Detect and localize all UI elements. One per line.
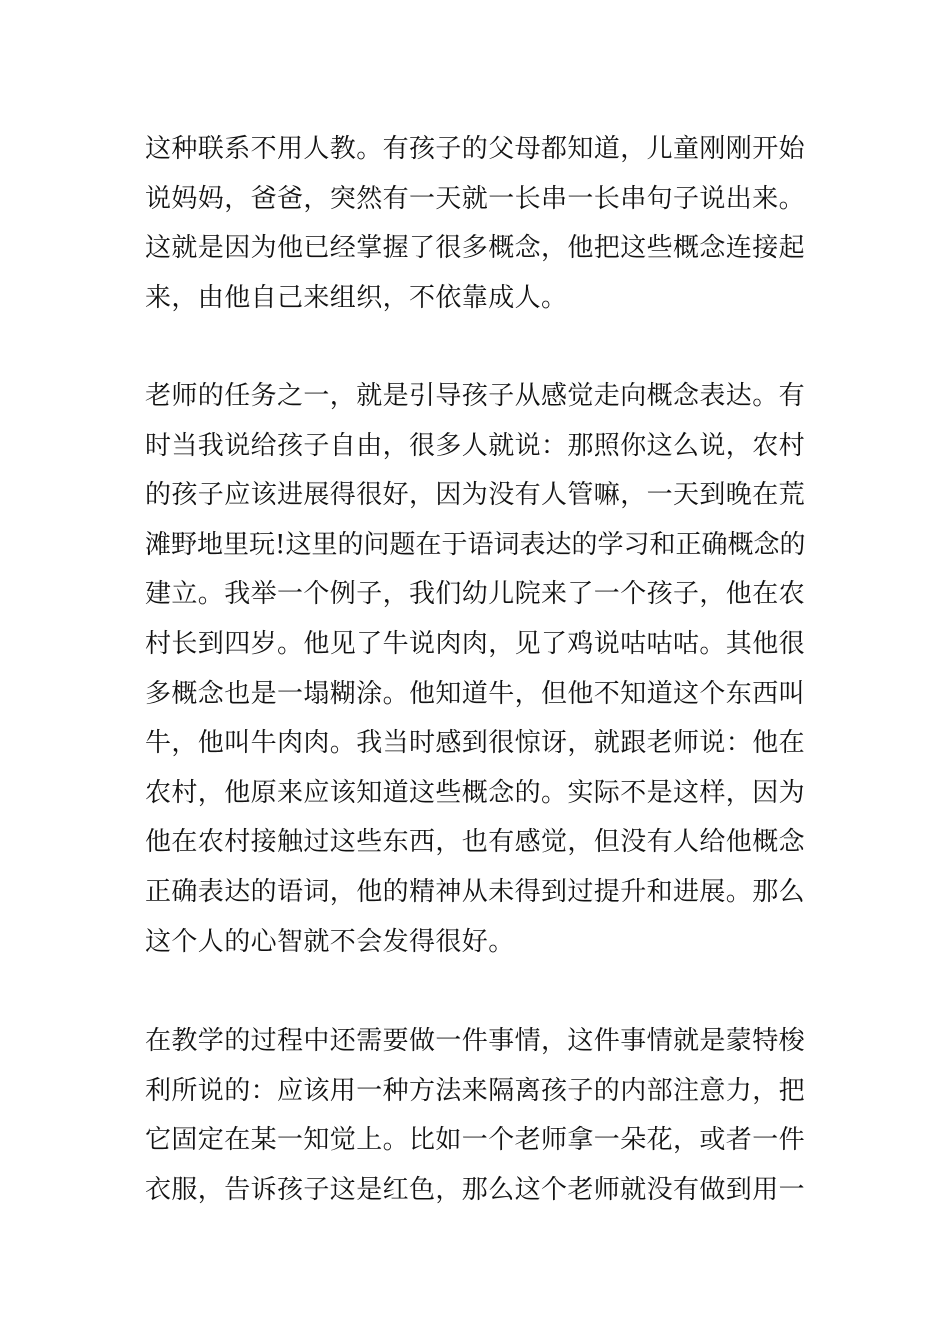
text-line: 它固定在某一知觉上。比如一个老师拿一朵花，或者一件 — [145, 1125, 806, 1156]
text-line: 利所说的：应该用一种方法来隔离孩子的内部注意力，把 — [145, 1075, 806, 1106]
text-line: 他在农村接触过这些东西，也有感觉，但没有人给他概念 — [145, 827, 806, 858]
text-line: 建立。我举一个例子，我们幼儿院来了一个孩子，他在农 — [145, 579, 806, 610]
text-line: 这就是因为他已经掌握了很多概念，他把这些概念连接起 — [145, 233, 806, 264]
text-line: 这种联系不用人教。有孩子的父母都知道，儿童刚刚开始 — [145, 134, 806, 164]
paragraph-2 — [145, 372, 810, 967]
text-line: 老师的任务之一，就是引导孩子从感觉走向概念表达。有 — [145, 381, 806, 411]
text-line: 衣服，告诉孩子这是红色，那么这个老师就没有做到用一 — [145, 1174, 806, 1205]
text-line: 来，由他自己来组织，不依靠成人。 — [145, 282, 568, 313]
text-line: 滩野地里玩!这里的问题在于语词表达的学习和正确概念的 — [145, 529, 806, 560]
text-line: 牛，他叫牛肉肉。我当时感到很惊讶，就跟老师说：他在 — [145, 728, 806, 759]
paragraph-3 — [145, 1017, 810, 1215]
paragraph-1 — [145, 125, 810, 323]
text-line: 农村，他原来应该知道这些概念的。实际不是这样，因为 — [145, 777, 806, 808]
text-line: 多概念也是一塌糊涂。他知道牛，但他不知道这个东西叫 — [145, 678, 806, 709]
text-line: 正确表达的语词，他的精神从未得到过提升和进展。那么 — [145, 876, 806, 907]
text-line: 村长到四岁。他见了牛说肉肉，见了鸡说咕咕咕。其他很 — [145, 628, 806, 659]
text-line: 时当我说给孩子自由，很多人就说：那照你这么说，农村 — [145, 430, 806, 461]
text-line: 在教学的过程中还需要做一件事情，这件事情就是蒙特梭 — [145, 1026, 806, 1056]
text-line: 说妈妈，爸爸，突然有一天就一长串一长串句子说出来。 — [145, 183, 806, 214]
text-line: 这个人的心智就不会发得很好。 — [145, 926, 515, 957]
text-line: 的孩子应该进展得很好，因为没有人管嘛，一天到晚在荒 — [145, 480, 806, 511]
